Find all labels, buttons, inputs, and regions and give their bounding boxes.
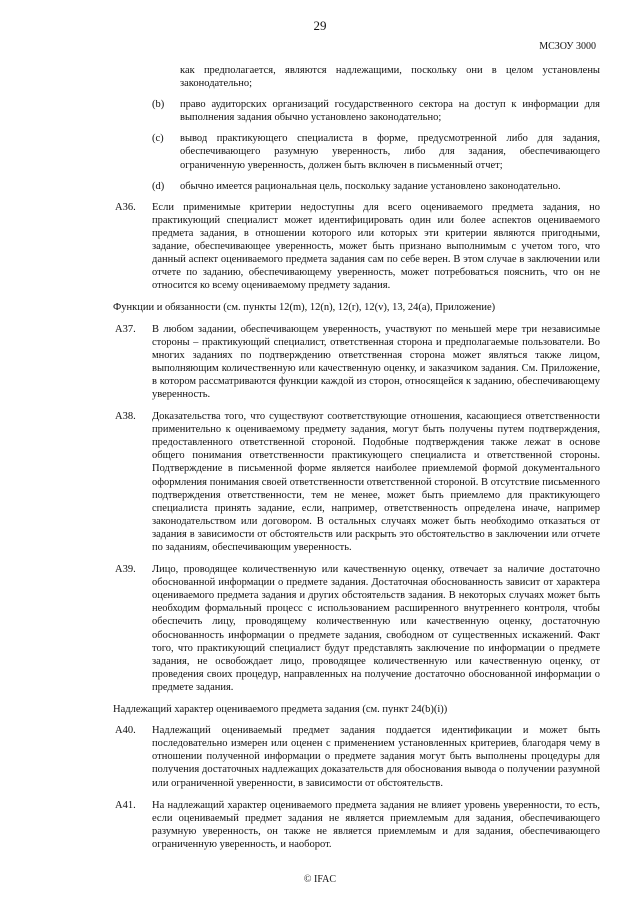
list-item [115,180,600,193]
subheading-roles: Функции и обязанности (см. пункты 12(m), 12(n), 12(r), 12(v), 13, 24(a), Приложение) [113,302,496,314]
paragraph-a38 [115,410,600,554]
list-item-label: (d) [152,180,165,192]
paragraph-a39 [115,563,600,694]
list-item-label: (b) [152,99,165,111]
continuation-text: как предполагается, являются надлежащими, поскольку они в целом установлены законодательно; [180,65,600,90]
paragraph-a37 [115,323,600,402]
document-code: МСЗОУ 3000 [539,41,596,52]
paragraph-a41 [115,799,600,851]
paragraph-text: На надлежащий характер оцениваемого предмета задания не влияет уровень уверенности, то есть, если оцениваемый предмет задания не является приемлемым для задания, обеспечивающего разумную уверенность, он также не является приемлемым и для задания, обеспечивающего ограниченную уверенность, и наоборот. [152,799,600,850]
paragraph-label: A38. [115,411,136,423]
paragraph-label: A37. [115,323,136,335]
paragraph-label: A40. [115,725,136,737]
paragraph-label: A39. [115,564,136,576]
paragraph-text: Надлежащий оцениваемый предмет задания поддается идентификации и может быть последовательно измерен или оценен с применением установленных критериев, благодаря чему в отношении полученной информации о предмете задания могут быть выполнены процедуры для получения достаточных надлежащих доказательств для обоснования вывода о получении разумной или ограниченной уверенности, в зависимости от обстоятельств. [152,725,600,789]
list-item-text: обычно имеется рациональная цель, поскольку задание установлено законодательно. [180,180,561,192]
paragraph-a40 [115,724,600,789]
list-item [115,132,600,171]
list-item-label: (c) [152,133,164,145]
list-item-text: вывод практикующего специалиста в форме, предусмотренной либо для задания, обеспечивающего разумную уверенность, либо для задания, обеспечивающего ограниченную уверенность, должен быть включен в письменный отчет; [180,133,600,171]
list-item [115,98,600,124]
copyright-footer: © IFAC [303,874,337,885]
page-body [115,64,600,860]
page-number: 29 [313,18,327,33]
paragraph-text: Лицо, проводящее количественную или качественную оценку, отвечает за наличие достаточно обоснованной информации о предмете задания. Достаточная обоснованность зависит от характера оцениваемого предмета задания и других обстоятельств задания. В некоторых случаях может быть необходим формальный процесс с использованием расширенного внутреннего контроля, чтобы обеспечить лицу, проводящему количественную или качественную оценку, достаточную обоснованность информации о предмете задания, свободном от существенных искажений. Факт того, что практикующий специалист будут представлять заключение по информации о предмете задания, не освобождает лицо, проводящее количественную или качественную оценку, от проведения своих процедур, направленных на получение достаточно обоснованной информации о предмете задания. [152,564,600,693]
paragraph-label: A41. [115,799,136,811]
subheading-subject-matter: Надлежащий характер оцениваемого предмета задания (см. пункт 24(b)(i)) [113,704,448,716]
paragraph-text: Доказательства того, что существуют соответствующие отношения, касающиеся ответственности применительно к оцениваемому предмету задания, могут быть получены путем подтверждения, предоставленного ответственной стороной. Подобные подтверждения также лежат в основе общего понимания ответственности практикующего специалиста и ответственной стороны. Подтверждение в письменной форме является наиболее приемлемой формой документального оформления понимания своей ответственности ответственной стороной. В отсутствие письменного подтверждения ответственности, тем не менее, может быть приемлемо для практикующего специалиста принять задание, если, например, ответственность определена иначе, например законодательством или договором. В остальных случаях может быть необходимо отказаться от задания в зависимости от обстоятельств или раскрыть это обстоятельство в заключении или отчете по заданиям, обеспечивающим уверенность. [152,411,600,553]
paragraph-a36 [115,201,600,293]
list-item-text: право аудиторских организаций государственного сектора на доступ к информации для выполнения задания обычно установлено законодательно; [180,99,600,124]
paragraph-label: A36. [115,201,136,213]
paragraph-text: В любом задании, обеспечивающем уверенность, участвуют по меньшей мере три независимые стороны – практикующий специалист, ответственная сторона и предполагаемые пользователи. Во многих заданиях по подтверждению ответственная сторона может являться также лицом, выполняющим количественную или качественную оценку, и заказчиком задания. См. Приложение, в котором рассматриваются функции каждой из сторон, относящейся к заданию, обеспечивающему уверенность. [152,323,600,400]
paragraph-text: Если применимые критерии недоступны для всего оцениваемого предмета задания, но практикующий специалист может идентифицировать один или более аспектов оцениваемого предмета задания, в отношении которого или которых эти критерии являются пригодными, задание, обеспечивающее уверенность, может быть признано выполнимым с учетом того, что данный аспект оцениваемого предмета задания сам по себе верен. В этом случае в заключении или отчете по заданию, обеспечивающему уверенность, может потребоваться пояснить, что он не относится ко всему оцениваемому предмету задания. [152,201,600,292]
